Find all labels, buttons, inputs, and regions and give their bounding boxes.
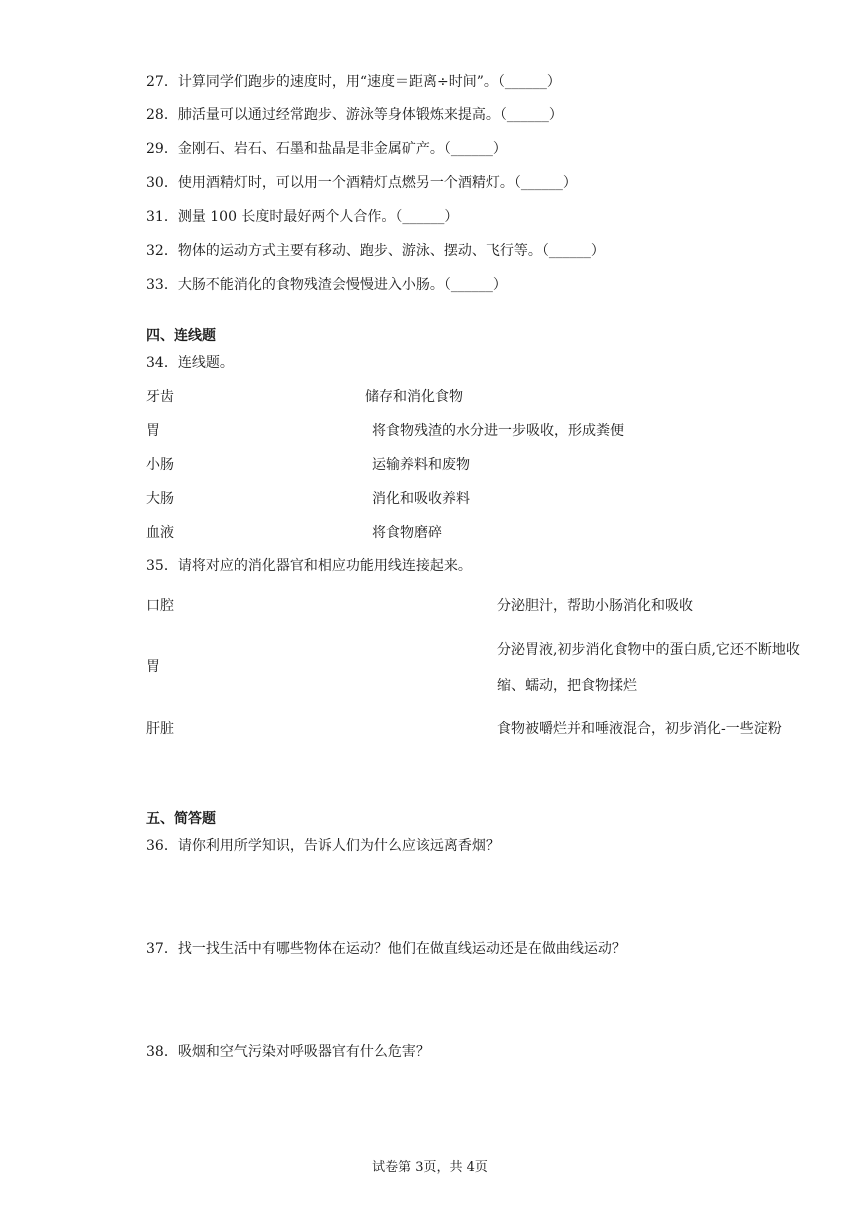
q35-left-item: 肝脏 [146, 721, 174, 737]
question-29: 29．金刚石、岩石、石墨和盐晶是非金属矿产。（______） [146, 141, 507, 157]
question-37: 37．找一找生活中有哪些物体在运动？他们在做直线运动还是在做曲线运动？ [146, 941, 626, 957]
page-footer: 试卷第 3页，共 4页 [372, 1160, 488, 1175]
q35-right-item: 分泌胃液,初步消化食物中的蛋白质,它还不断地收 [497, 642, 800, 658]
question-31: 31．测量 100 长度时最好两个人合作。（______） [146, 209, 459, 225]
q34-right-item: 运输养料和废物 [372, 457, 470, 473]
q34-left-item: 牙齿 [146, 389, 174, 405]
q35-right-item: 分泌胆汁，帮助小肠消化和吸收 [497, 598, 693, 614]
question-28: 28．肺活量可以通过经常跑步、游泳等身体锻炼来提高。（______） [146, 107, 563, 123]
question-30: 30．使用酒精灯时，可以用一个酒精灯点燃另一个酒精灯。（______） [146, 175, 577, 191]
q34-right-item: 消化和吸收养料 [372, 491, 470, 507]
q34-left-item: 小肠 [146, 457, 174, 473]
q35-left-item: 胃 [146, 659, 160, 675]
question-33: 33．大肠不能消化的食物残渣会慢慢进入小肠。（______） [146, 277, 507, 293]
q34-left-item: 大肠 [146, 491, 174, 507]
question-38: 38．吸烟和空气污染对呼吸器官有什么危害？ [146, 1044, 430, 1060]
q34-left-item: 血液 [146, 525, 174, 541]
q34-right-item: 储存和消化食物 [365, 389, 463, 405]
section-4-heading: 四、连线题 [146, 328, 216, 344]
question-34-prompt: 34．连线题。 [146, 355, 234, 371]
q35-left-item: 口腔 [146, 598, 174, 614]
question-32: 32．物体的运动方式主要有移动、跑步、游泳、摆动、飞行等。（______） [146, 243, 605, 259]
question-27: 27．计算同学们跑步的速度时，用“速度＝距离÷时间”。（______） [146, 74, 561, 90]
section-5-heading: 五、简答题 [146, 811, 216, 827]
question-36: 36．请你利用所学知识，告诉人们为什么应该远离香烟？ [146, 838, 500, 854]
q34-left-item: 胃 [146, 423, 160, 439]
q35-right-item: 缩、蠕动，把食物揉烂 [497, 678, 637, 694]
q34-right-item: 将食物磨碎 [372, 525, 442, 541]
question-35-prompt: 35．请将对应的消化器官和相应功能用线连接起来。 [146, 558, 472, 574]
q35-right-item: 食物被嚼烂并和唾液混合，初步消化-一些淀粉 [497, 721, 782, 737]
q34-right-item: 将食物残渣的水分进一步吸收，形成粪便 [372, 423, 624, 439]
